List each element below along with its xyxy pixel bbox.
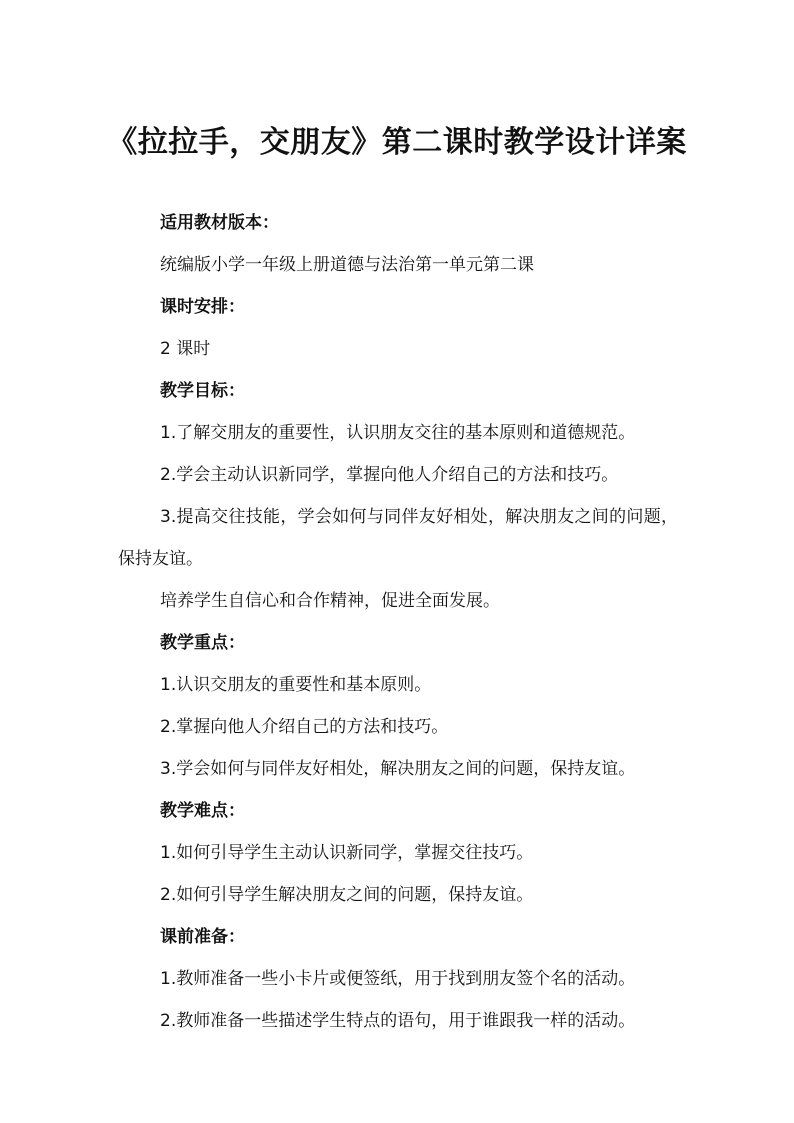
list-item: 2.教师准备一些描述学生特点的语句，用于谁跟我一样的活动。 bbox=[160, 1011, 636, 1031]
list-item: 3.提高交往技能，学会如何与同伴友好相处，解决朋友之间的问题，保持友谊。 bbox=[118, 507, 678, 569]
list-item: 2.掌握向他人介绍自己的方法和技巧。 bbox=[160, 717, 449, 737]
section-heading-preparation: 课前准备： bbox=[160, 927, 245, 947]
list-item: 2.学会主动认识新同学，掌握向他人介绍自己的方法和技巧。 bbox=[160, 465, 619, 485]
paragraph: 培养学生自信心和合作精神，促进全面发展。 bbox=[160, 591, 500, 611]
document-title: 《拉拉手，交朋友》第二课时教学设计详案 bbox=[107, 125, 687, 160]
section-heading-objectives: 教学目标： bbox=[160, 381, 245, 401]
section-heading-textbook-version: 适用教材版本： bbox=[160, 213, 279, 233]
list-item: 1.认识交朋友的重要性和基本原则。 bbox=[160, 675, 432, 695]
list-item: 1.教师准备一些小卡片或便签纸，用于找到朋友签个名的活动。 bbox=[160, 969, 636, 989]
list-item: 2.如何引导学生解决朋友之间的问题，保持友谊。 bbox=[160, 885, 534, 905]
document-body bbox=[118, 202, 678, 1042]
section-heading-difficulties: 教学难点： bbox=[160, 801, 245, 821]
list-item: 1.如何引导学生主动认识新同学，掌握交往技巧。 bbox=[160, 843, 534, 863]
section-heading-key-points: 教学重点： bbox=[160, 633, 245, 653]
paragraph: 2 课时 bbox=[160, 339, 211, 359]
list-item: 1.了解交朋友的重要性，认识朋友交往的基本原则和道德规范。 bbox=[160, 423, 636, 443]
paragraph: 统编版小学一年级上册道德与法治第一单元第二课 bbox=[160, 255, 534, 275]
list-item: 3.学会如何与同伴友好相处，解决朋友之间的问题，保持友谊。 bbox=[160, 759, 636, 779]
section-heading-schedule: 课时安排： bbox=[160, 297, 245, 317]
